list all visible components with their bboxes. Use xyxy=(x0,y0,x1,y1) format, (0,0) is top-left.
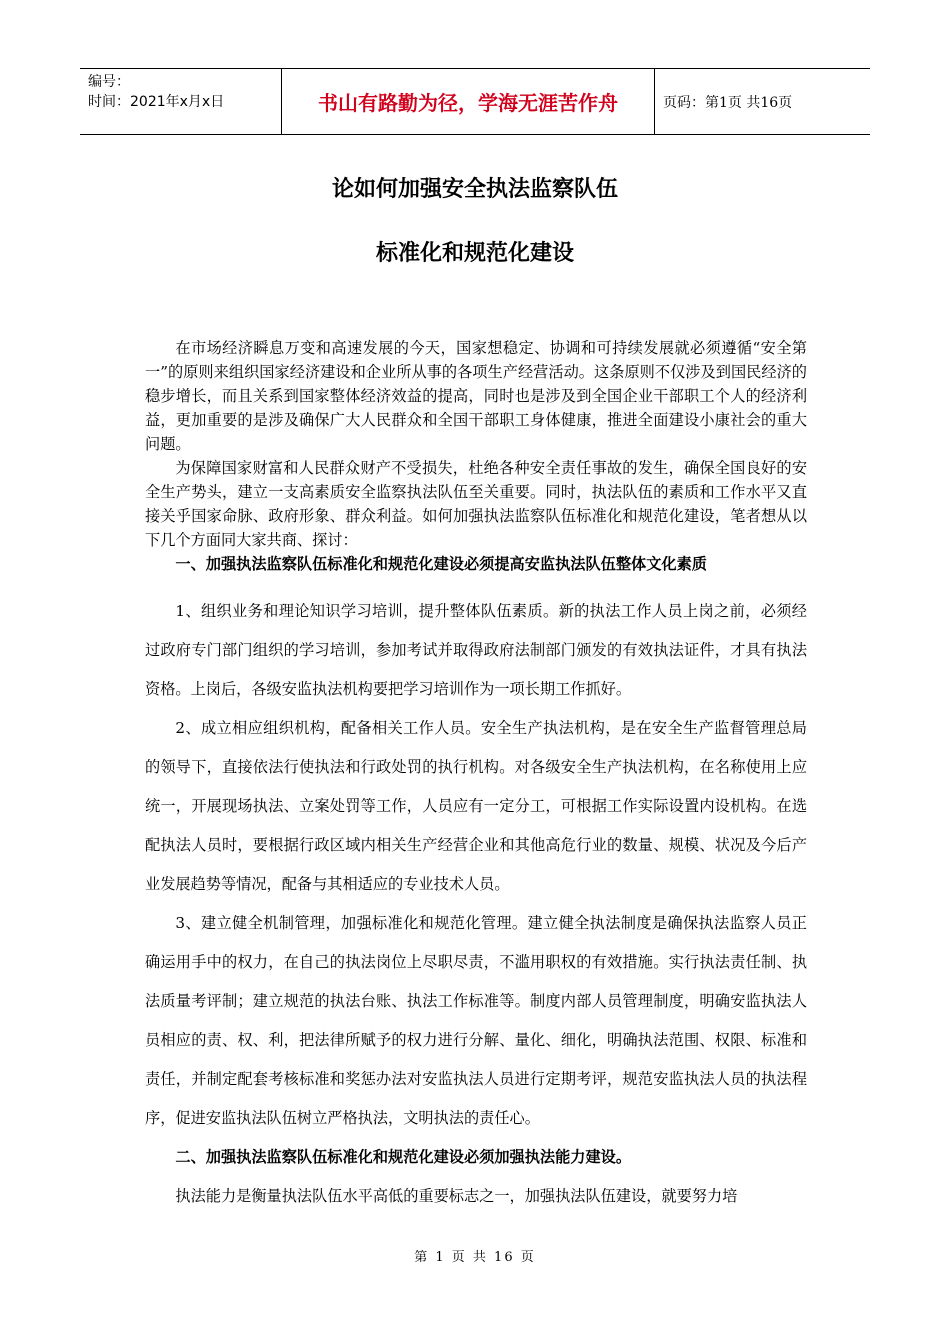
paragraph: 在市场经济瞬息万变和高速发展的今天，国家想稳定、协调和可持续发展就必须遵循“安全第一”的原则来组织国家经济建设和企业所从事的各项生产经营活动。这条原则不仅涉及到国民经济的稳步增长，而且关系到国家整体经济效益的提高，同时也是涉及到全国企业干部职工个人的经济利益，更加重要的是涉及确保广大人民群众和全国干部职工身体健康，推进全面建设小康社会的重大问题。 xyxy=(145,339,807,453)
paragraph: 1、组织业务和理论知识学习培训，提升整体队伍素质。新的执法工作人员上岗之前，必须经过政府专门部门组织的学习培训，参加考试并取得政府法制部门颁发的有效执法证件，才具有执法资格。上岗后，各级安监执法机构要把学习培训作为一项长期工作抓好。 xyxy=(145,602,807,698)
date-label: 时间：2021年x月x日 xyxy=(88,94,225,110)
section-heading: 二、加强执法监察队伍标准化和规范化建设必须加强执法能力建设。 xyxy=(175,1148,632,1166)
page-info: 页码：第1页 共16页 xyxy=(663,94,793,111)
intro-section xyxy=(145,336,807,576)
paragraph: 3、建立健全机制管理，加强标准化和规范化管理。建立健全执法制度是确保执法监察人员正确运用手中的权力，在自己的执法岗位上尽职尽责，不滥用职权的有效措施。实行执法责任制、执法质量考评制；建立规范的执法台账、执法工作标准等。制度内部人员管理制度，明确安监执法人员相应的责、权、利，把法律所赋予的权力进行分解、量化、细化，明确执法范围、权限、标准和责任，并制定配套考核标准和奖惩办法对安监执法人员进行定期考评，规范安监执法人员的执法程序，促进安监执法队伍树立严格执法，文明执法的责任心。 xyxy=(145,914,807,1127)
motto: 书山有路勤为径，学海无涯苦作舟 xyxy=(318,91,618,115)
section-1-body xyxy=(145,592,807,1216)
paragraph: 2、成立相应组织机构，配备相关工作人员。安全生产执法机构，是在安全生产监督管理总局的领导下，直接依法行使执法和行政处罚的执行机构。对各级安全生产执法机构，在名称使用上应统一，开展现场执法、立案处罚等工作，人员应有一定分工，可根据工作实际设置内设机构。在选配执法人员时，要根据行政区域内相关生产经营企业和其他高危行业的数量、规模、状况及今后产业发展趋势等情况，配备与其相适应的专业技术人员。 xyxy=(145,719,807,893)
header-meta xyxy=(80,69,281,134)
document-title-line2: 标准化和规范化建设 xyxy=(375,241,574,266)
page-footer: 第 1 页 共 16 页 xyxy=(414,1250,536,1265)
paragraph: 为保障国家财富和人民群众财产不受损失，杜绝各种安全责任事故的发生，确保全国良好的安全生产势头，建立一支高素质安全监察执法队伍至关重要。同时，执法队伍的素质和工作水平又直接关乎国家命脉、政府形象、群众利益。如何加强执法监察队伍标准化和规范化建设，笔者想从以下几个方面同大家共商、探讨： xyxy=(145,459,807,549)
number-label: 编号： xyxy=(88,74,130,90)
header-motto-cell xyxy=(281,69,655,134)
paragraph: 执法能力是衡量执法队伍水平高低的重要标志之一，加强执法队伍建设，就要努力培 xyxy=(175,1187,738,1205)
section-heading: 一、加强执法监察队伍标准化和规范化建设必须提高安监执法队伍整体文化素质 xyxy=(175,555,707,573)
page-header xyxy=(80,68,870,135)
document-title-line1: 论如何加强安全执法监察队伍 xyxy=(331,177,618,202)
